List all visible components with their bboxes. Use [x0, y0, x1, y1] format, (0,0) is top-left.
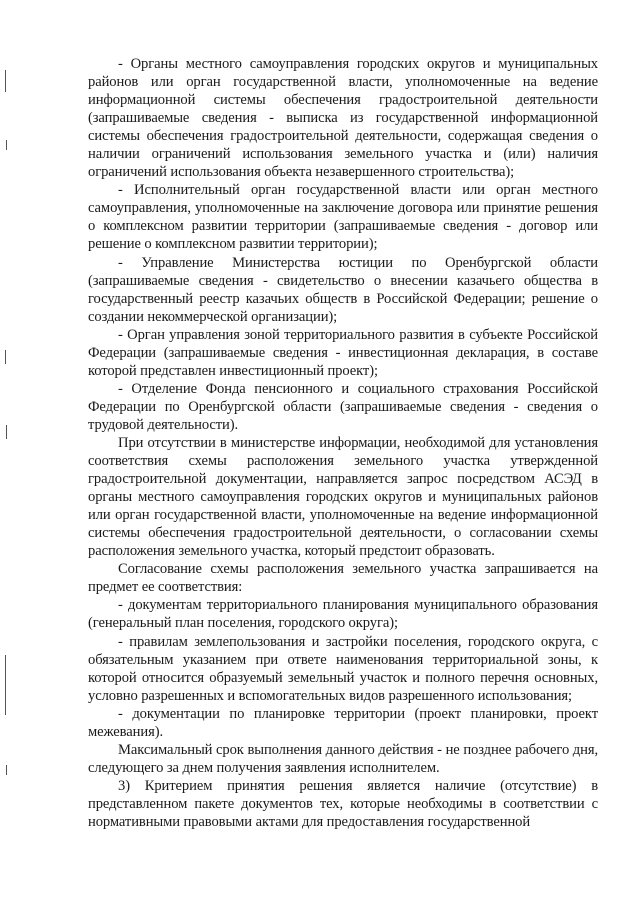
scan-mark [5, 350, 6, 364]
scan-mark [6, 425, 7, 439]
paragraph-local-authorities: - Органы местного самоуправления городских округов и муниципальных районов или орган государственной власти, уполномоченные на ведение информационной системы обеспечения градостроительной деятельности (запрашиваемые сведения - выписка из государственной информационной системы обеспечения градостроительной деятельности, содержащая сведения о наличии ограничений использования земельного участка и (или) наличия ограничений использования объекта незавершенного строительства); [88, 56, 598, 181]
scan-mark [5, 655, 6, 715]
paragraph-pension-fund: - Отделение Фонда пенсионного и социального страхования Российской Федерации по Оренбургской области (запрашиваемые сведения - сведения о трудовой деятельности). [88, 380, 598, 433]
paragraph-absence-of-information: При отсутствии в министерстве информации, необходимой для установления соответствия схемы расположения земельного участка утвержденной градостроительной документации, направляется запрос посредством АСЭД в органы местного самоуправления городских округов и муниципальных районов или орган государственной власти, уполномоченные на ведение информационной системы обеспечения градостроительной деятельности, о согласовании схемы расположения земельного участка, который предстоит образовать. [88, 434, 598, 560]
paragraph-decision-criterion: 3) Критерием принятия решения является наличие (отсутствие) в представленном пакете документов тех, которые необходимы в соответствии с нормативными правовыми актами для предоставления государственной [88, 777, 598, 830]
paragraph-approval-request: Согласование схемы расположения земельного участка запрашивается на предмет ее соответствия: [88, 561, 598, 596]
paragraph-max-period: Максимальный срок выполнения данного действия - не позднее рабочего дня, следующего за днем получения заявления исполнителем. [88, 741, 598, 776]
document-page [88, 55, 598, 831]
paragraph-planning-documentation: - документации по планировке территории (проект планировки, проект межевания). [88, 705, 598, 740]
scan-mark [6, 765, 7, 775]
scan-mark [5, 70, 6, 92]
paragraph-executive-body: - Исполнительный орган государственной власти или орган местного самоуправления, уполномоченные на заключение договора или принятие решения о комплексном развитии территории (запрашиваемые сведения - договор или решение о комплексном развитии территории); [88, 182, 598, 253]
paragraph-territorial-development: - Орган управления зоной территориального развития в субъекте Российской Федерации (запрашиваемые сведения - инвестиционная декларация, в составе которой представлен инвестиционный проект); [88, 326, 598, 379]
scan-mark [6, 140, 7, 150]
paragraph-territorial-planning: - документам территориального планирования муниципального образования (генеральный план поселения, городского округа); [88, 597, 598, 632]
paragraph-land-use-rules: - правилам землепользования и застройки поселения, городского округа, с обязательным указанием при ответе наименования территориальной зоны, к которой относится образуемый земельный участок и полного перечня основных, условно разрешенных и вспомогательных видов разрешенного использования; [88, 633, 598, 704]
paragraph-ministry-of-justice: - Управление Министерства юстиции по Оренбургской области (запрашиваемые сведения - свидетельство о внесении казачьего общества в государственный реестр казачьих обществ в Российской Федерации; решение о создании некоммерческой организации); [88, 254, 598, 325]
